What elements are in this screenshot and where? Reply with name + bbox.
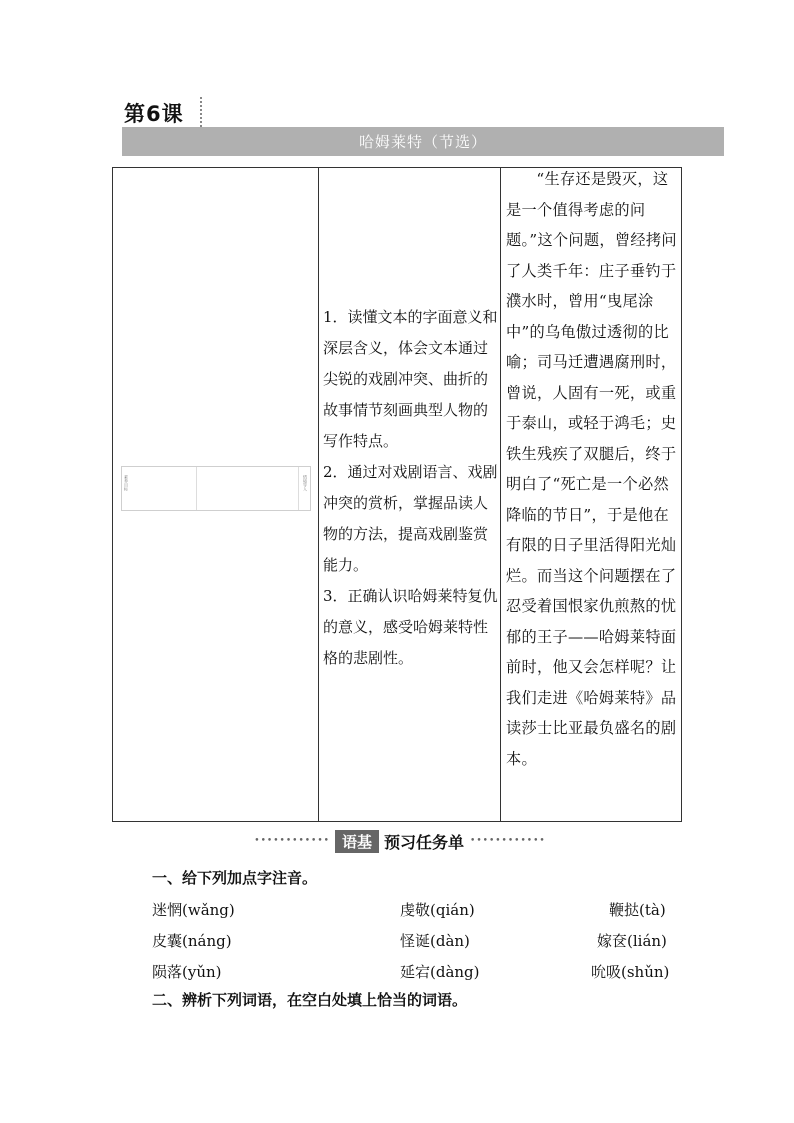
section-title: 预习任务单 (384, 832, 465, 852)
dots-left: •••••••••••• (254, 836, 330, 846)
word-item: 鞭挞(tà) (609, 901, 666, 919)
word-item: 陨落(yǔn) (152, 963, 222, 981)
lead-in-passage (506, 164, 678, 774)
word-item: 嫁奁(lián) (597, 932, 667, 950)
embedded-thumbnail (121, 466, 311, 511)
word-item: 吮吸(shǔn) (591, 963, 670, 981)
question-1: 一、给下列加点字注音。 (152, 869, 318, 887)
lead-in-text: “生存还是毁灭，这是一个值得考虑的问题。”这个问题，曾经拷问了人类千年：庄子垂钓于濮水时，曾用“曳尾涂中”的乌龟傲过透彻的比喻；司马迁遭遇腐刑时，曾说，人固有一死，或重于泰山，或轻于鸿毛；史铁生残疾了双腿后，终于明白了“死亡是一个必然降临的节日”，于是他在有限的日子里活得阳光灿烂。而当这个问题摆在了忍受着国恨家仇煎熬的忧郁的王子——哈姆莱特面前时，他又会怎样呢？让我们走进《哈姆莱特》品读莎士比亚最负盛名的剧本。 (506, 170, 677, 768)
section-tag: 语基 (335, 830, 379, 853)
goal-item: 2．通过对戏剧语言、戏剧冲突的赏析，掌握品读人物的方法，提高戏剧鉴赏能力。 (323, 463, 498, 574)
column-divider-1 (318, 168, 319, 821)
word-item: 怪诞(dàn) (400, 932, 470, 950)
question-2: 二、辨析下列词语，在空白处填上恰当的词语。 (152, 991, 468, 1009)
word-item: 延宕(dàng) (400, 963, 480, 981)
goal-item: 1．读懂文本的字面意义和深层含义，体会文本通过尖锐的戏剧冲突、曲折的故事情节刻画典型人物的写作特点。 (323, 308, 498, 450)
banner-title: 哈姆莱特（节选） (358, 133, 487, 151)
lesson-number: 第6课 (124, 102, 184, 126)
title-divider (200, 97, 202, 127)
section-header (240, 828, 560, 854)
title-banner (122, 127, 724, 156)
thumbnail-label-left: 素养目标 (124, 475, 129, 491)
thumbnail-divider (196, 467, 197, 510)
dots-right: •••••••••••• (470, 836, 546, 846)
thumbnail-label-right: 情境导入 (303, 475, 308, 491)
word-item: 迷惘(wǎng) (152, 901, 235, 919)
thumbnail-divider (298, 467, 299, 510)
goal-item: 3．正确认识哈姆莱特复仇的意义，感受哈姆莱特性格的悲剧性。 (323, 587, 498, 667)
word-item: 皮囊(náng) (152, 932, 232, 950)
column-divider-2 (500, 168, 501, 821)
learning-goals (323, 302, 498, 674)
word-item: 虔敬(qián) (400, 901, 475, 919)
